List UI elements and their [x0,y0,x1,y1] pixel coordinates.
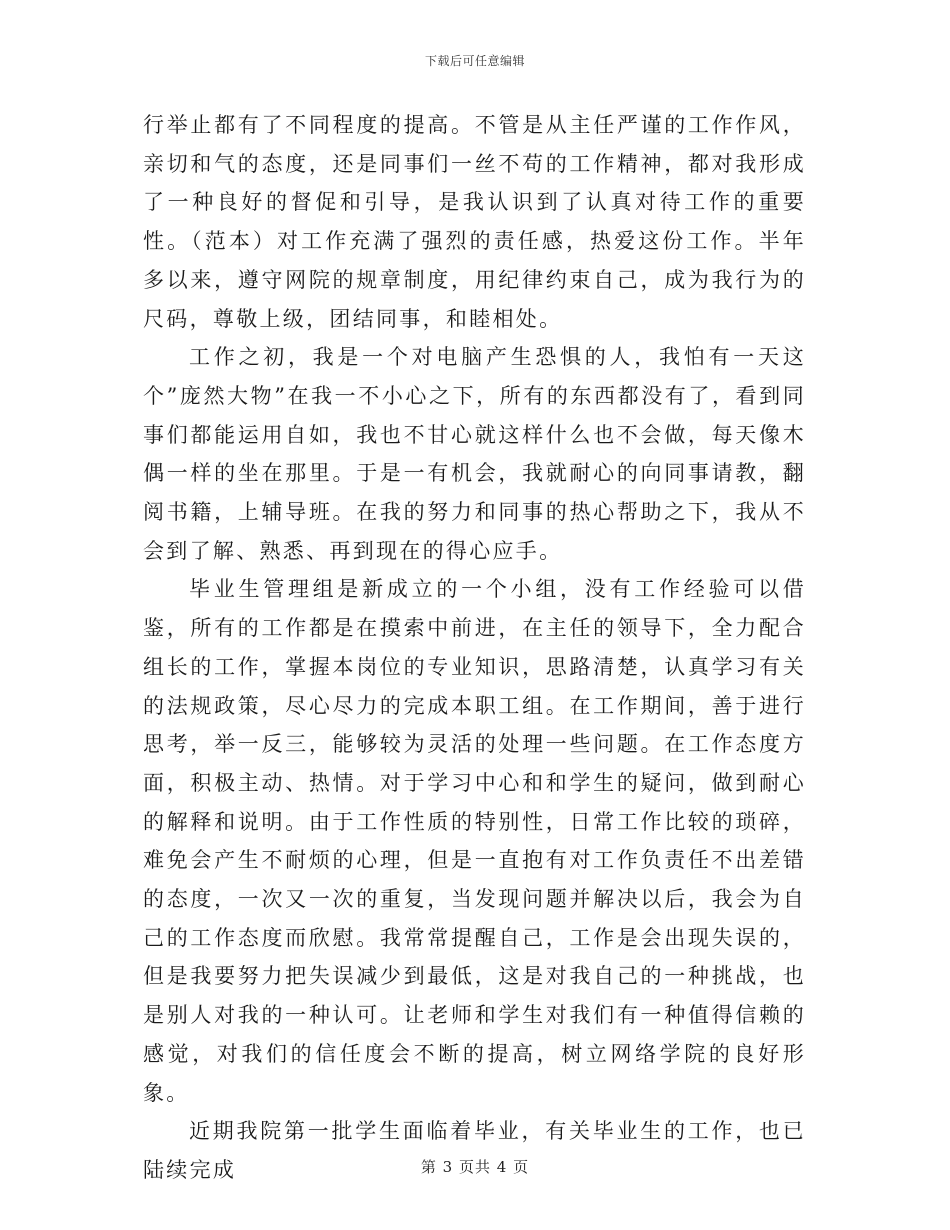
paragraph-3: 毕业生管理组是新成立的一个小组，没有工作经验可以借鉴，所有的工作都是在摸索中前进，在主任的领导下，全力配合组长的工作，掌握本岗位的专业知识，思路清楚，认真学习有关的法规政策，尽心尽力的完成本职工组。在工作期间，善于进行思考，举一反三，能够较为灵活的处理一些问题。在工作态度方面，积极主动、热情。对于学习中心和和学生的疑问，做到耐心的解释和说明。由于工作性质的特别性，日常工作比较的琐碎，难免会产生不耐烦的心理，但是一直抱有对工作负责任不出差错的态度，一次又一次的重复，当发现问题并解决以后，我会为自己的工作态度而欣慰。我常常提醒自己，工作是会出现失误的，但是我要努力把失误减少到最低，这是对我自己的一种挑战，也是别人对我的一种认可。让老师和学生对我们有一种值得信赖的感觉，对我们的信任度会不断的提高，树立网络学院的良好形象。 [143,577,806,1105]
page-footer: 第 3 页共 4 页 [420,1158,530,1176]
page-header: 下载后可任意编辑 [424,54,525,68]
paragraph-1: 行举止都有了不同程度的提高。不管是从主任严谨的工作作风，亲切和气的态度，还是同事们一丝不苟的工作精神，都对我形成了一种良好的督促和引导，是我认识到了认真对待工作的重要性。（范本）对工作充满了强烈的责任感，热爱这份工作。半年多以来，遵守网院的规章制度，用纪律约束自己，成为我行为的尺码，尊敬上级，团结同事，和睦相处。 [143,113,806,331]
paragraph-2: 工作之初，我是一个对电脑产生恐惧的人，我怕有一天这个”庞然大物”在我一不小心之下，所有的东西都没有了，看到同事们都能运用自如，我也不甘心就这样什么也不会做，每天像木偶一样的坐在那里。于是一有机会，我就耐心的向同事请教，翻阅书籍，上辅导班。在我的努力和同事的热心帮助之下，我从不会到了解、熟悉、再到现在的得心应手。 [143,345,806,563]
document-body [143,106,806,1190]
paragraph-4: 近期我院第一批学生面临着毕业，有关毕业生的工作，也已陆续完成 [143,1119,806,1182]
